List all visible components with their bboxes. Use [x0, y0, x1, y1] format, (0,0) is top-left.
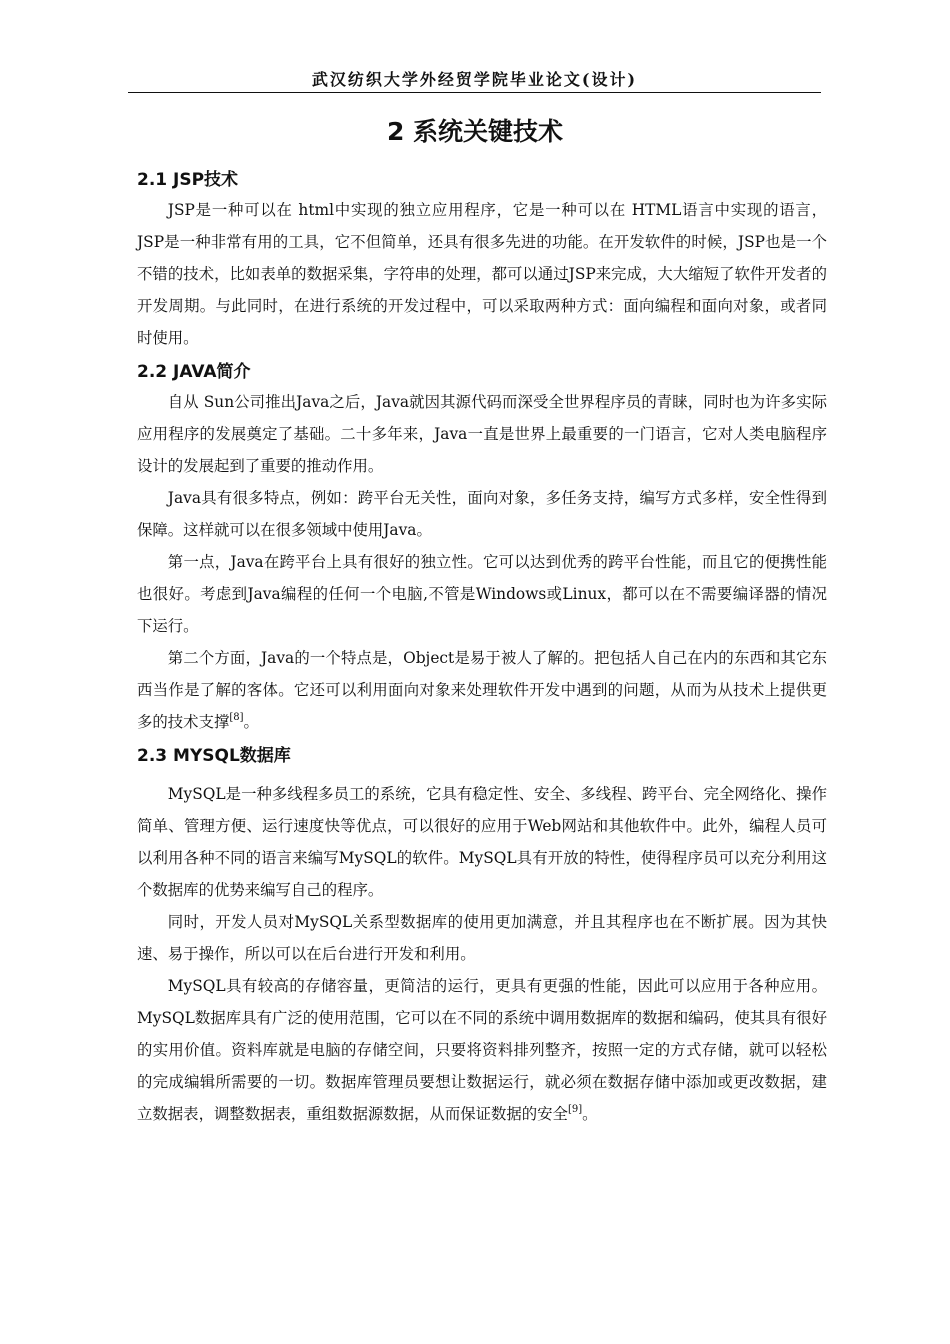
paragraph-tail: 。: [243, 713, 259, 731]
paragraph: [137, 642, 827, 738]
page-header: 武汉纺织大学外经贸学院毕业论文(设计): [128, 68, 821, 93]
paragraph: [137, 970, 827, 1130]
section-java: [137, 358, 827, 738]
paragraph: 同时，开发人员对MySQL关系型数据库的使用更加满意，并且其程序也在不断扩展。因为其快速、易于操作，所以可以在后台进行开发和利用。: [137, 913, 827, 963]
document-body: [137, 166, 827, 1130]
paragraph-tail: 。: [582, 1105, 598, 1123]
section-heading: 2.1 JSP技术: [137, 170, 239, 190]
section-heading: 2.3 MYSQL数据库: [137, 746, 291, 766]
section-heading: 2.2 JAVA简介: [137, 362, 251, 382]
section-mysql: [137, 742, 827, 1130]
paragraph: 自从 Sun公司推出Java之后，Java就因其源代码而深受全世界程序员的青睐，同时也为许多实际应用程序的发展奠定了基础。二十多年来，Java一直是世界上最重要的一门语言，它对人类电脑程序设计的发展起到了重要的推动作用。: [137, 393, 827, 475]
chapter-title: 2 系统关键技术: [386, 117, 564, 146]
paragraph-text: 第二个方面，Java的一个特点是，Object是易于被人了解的。把包括人自己在内的东西和其它东西当作是了解的客体。它还可以利用面向对象来处理软件开发中遇到的问题，从而为从技术上提供更多的技术支撑: [137, 649, 827, 731]
citation-marker: [9]: [567, 1104, 583, 1115]
paragraph-text: MySQL具有较高的存储容量，更简洁的运行，更具有更强的性能，因此可以应用于各种应用。MySQL数据库具有广泛的使用范围，它可以在不同的系统中调用数据库的数据和编码，使其具有很好的实用价值。资料库就是电脑的存储空间，只要将资料排列整齐，按照一定的方式存储，就可以轻松的完成编辑所需要的一切。数据库管理员要想让数据运行，就必须在数据存储中添加或更改数据，建立数据表，调整数据表，重组数据源数据，从而保证数据的安全: [137, 977, 827, 1123]
paragraph: MySQL是一种多线程多员工的系统，它具有稳定性、安全、多线程、跨平台、完全网络化、操作简单、管理方便、运行速度快等优点，可以很好的应用于Web网站和其他软件中。此外，编程人员可以利用各种不同的语言来编写MySQL的软件。MySQL具有开放的特性，使得程序员可以充分利用这个数据库的优势来编写自己的程序。: [137, 785, 827, 899]
paragraph: Java具有很多特点，例如：跨平台无关性，面向对象，多任务支持，编写方式多样，安全性得到保障。这样就可以在很多领域中使用Java。: [137, 489, 827, 539]
paragraph: JSP是一种可以在 html中实现的独立应用程序，它是一种可以在 HTML语言中实现的语言， JSP是一种非常有用的工具，它不但简单，还具有很多先进的功能。在开发软件的时候，JSP也是一个不错的技术，比如表单的数据采集，字符串的处理，都可以通过JSP来完成，大大缩短了软件开发者的开发周期。与此同时，在进行系统的开发过程中，可以采取两种方式：面向编程和面向对象，或者同时使用。: [137, 201, 827, 347]
section-jsp: [137, 166, 827, 354]
paragraph: 第一点，Java在跨平台上具有很好的独立性。它可以达到优秀的跨平台性能，而且它的便携性能也很好。考虑到Java编程的任何一个电脑,不管是Windows或Linux，都可以在不需要编译器的情况下运行。: [137, 553, 827, 635]
citation-marker: [8]: [229, 712, 244, 723]
